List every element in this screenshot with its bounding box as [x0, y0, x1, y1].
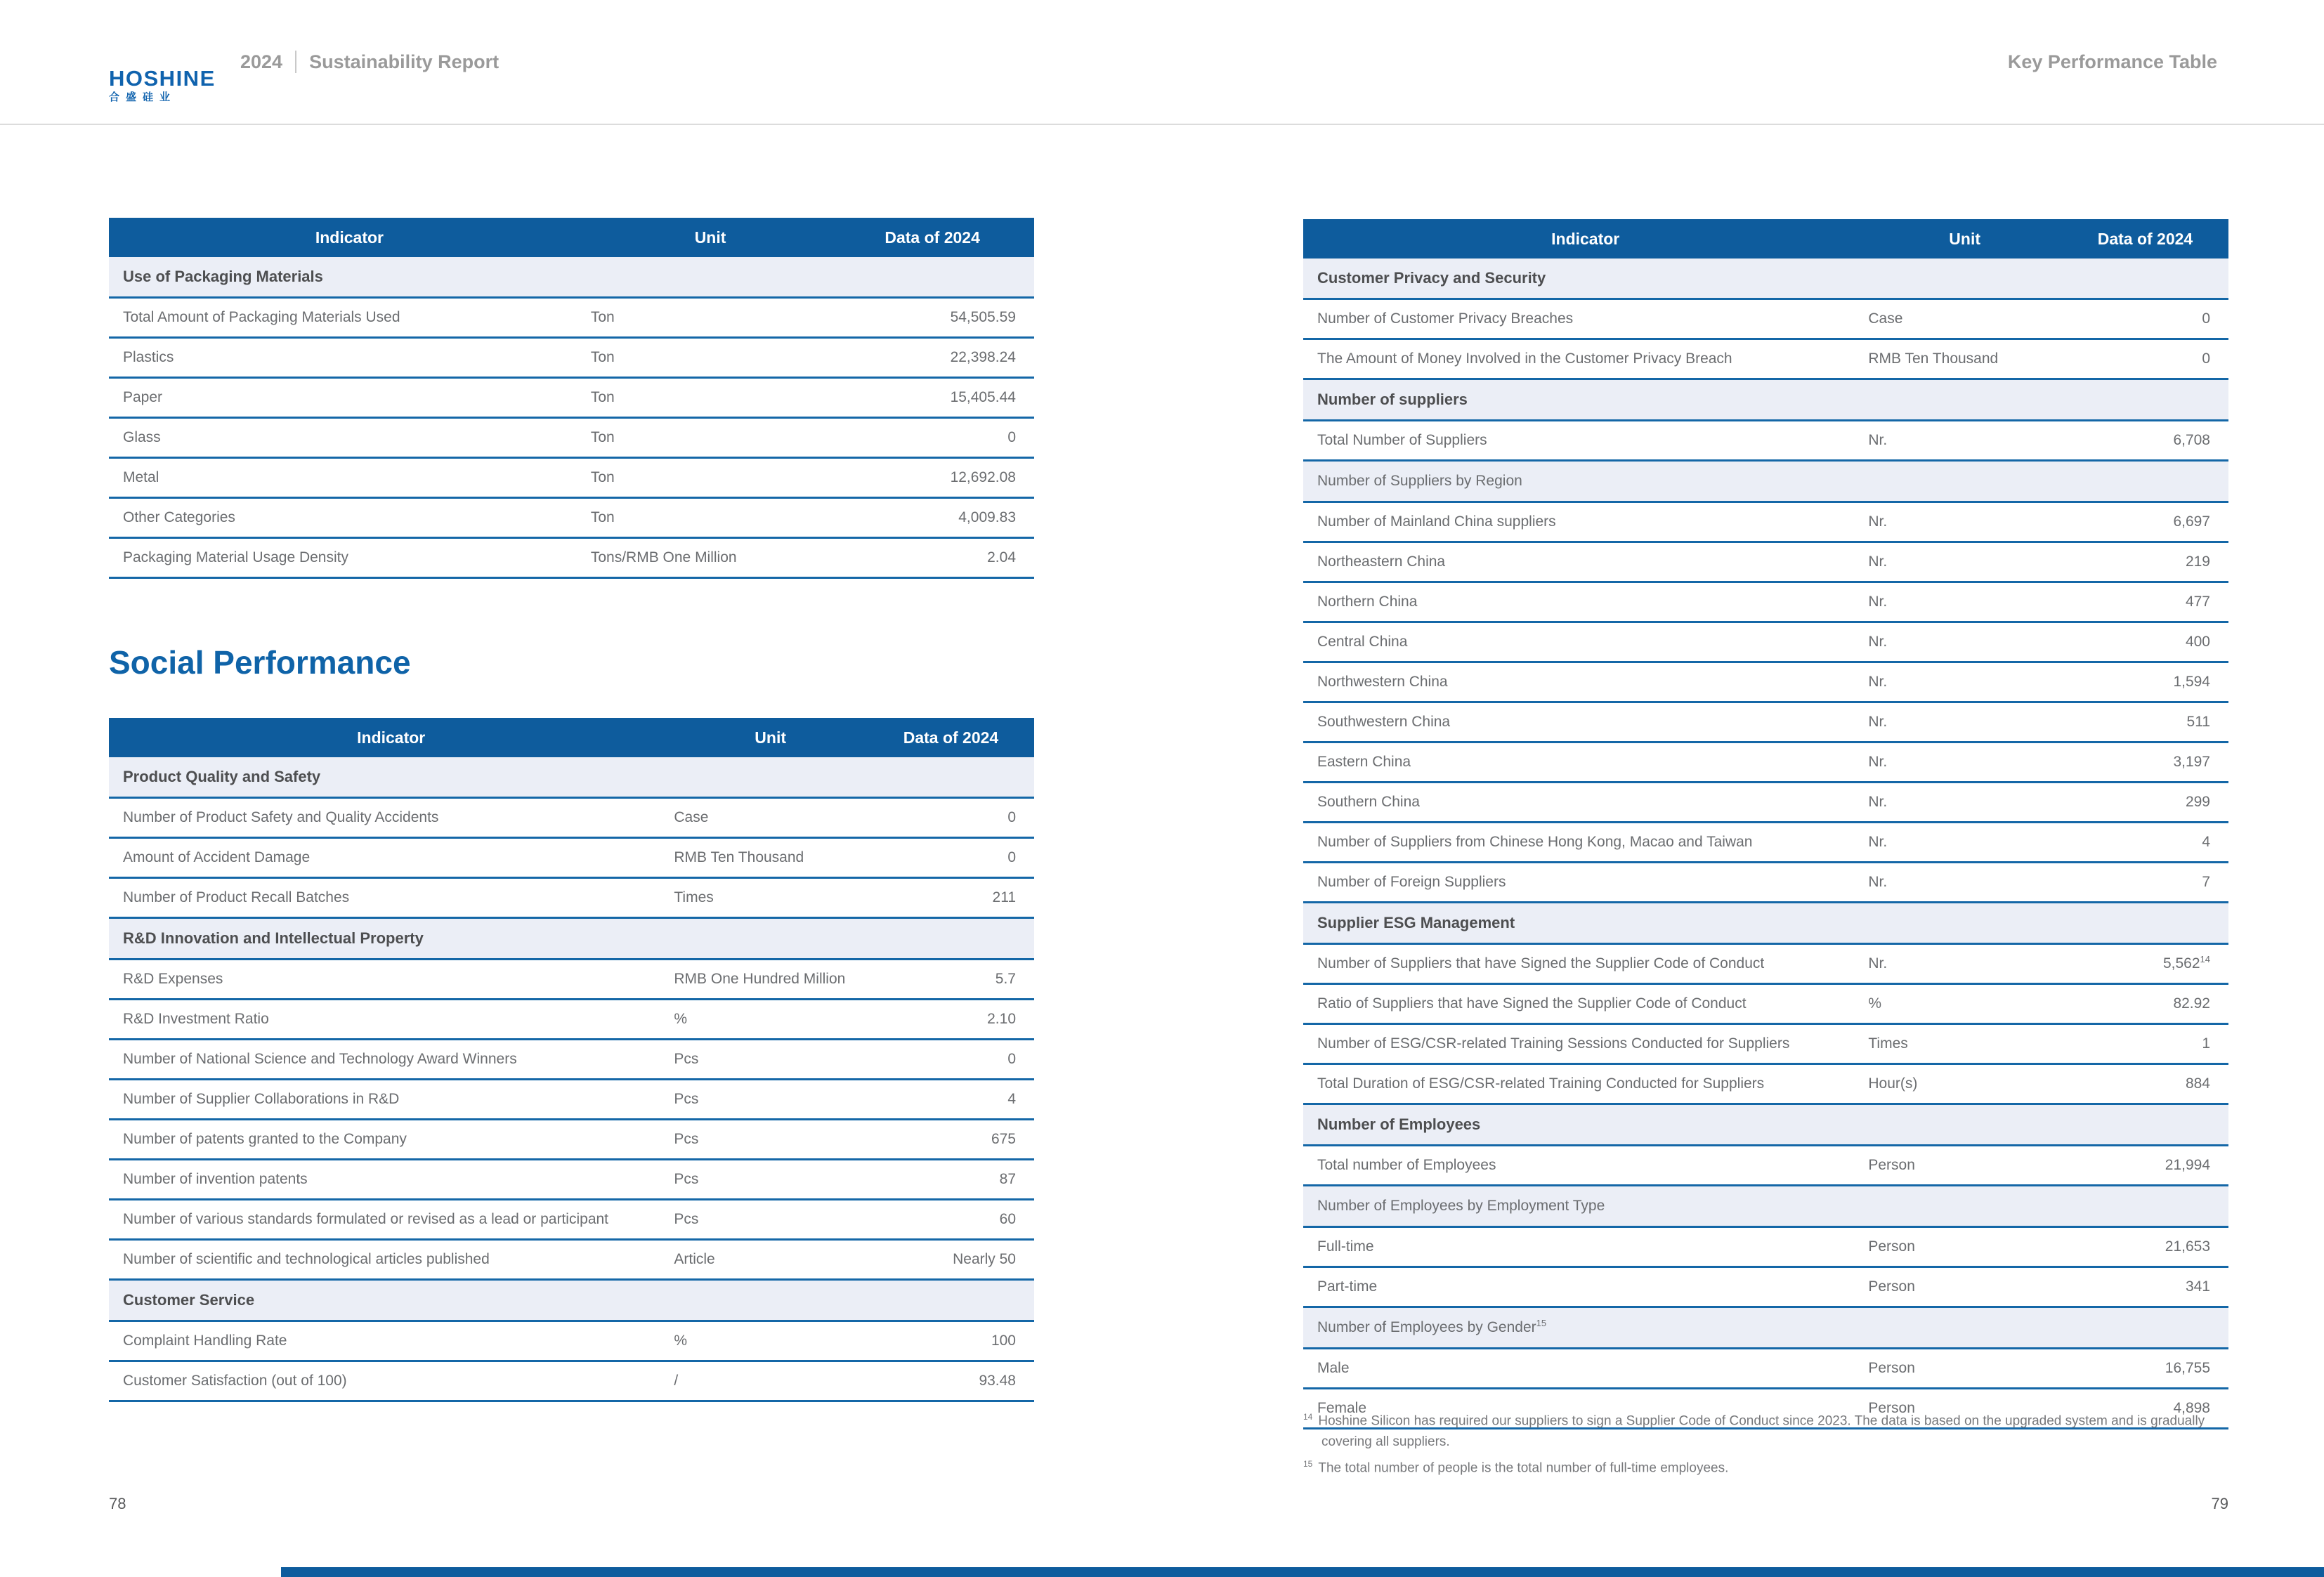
table-row [109, 1321, 1034, 1361]
indicator-cell: Number of National Science and Technology Award Winners [109, 1040, 673, 1080]
table-row [109, 960, 1034, 1000]
unit-cell: % [1867, 984, 2062, 1024]
unit-cell: Pcs [673, 1160, 868, 1200]
unit-cell: Person [1867, 1267, 2062, 1307]
table-row [109, 418, 1034, 458]
value-cell: 22,398.24 [830, 338, 1034, 378]
section-row [1303, 1104, 2228, 1146]
column-header: Indicator [109, 218, 590, 257]
section-label: Number of Employees [1303, 1104, 2228, 1146]
value-cell: 299 [2062, 783, 2228, 823]
indicator-cell: Other Categories [109, 498, 590, 538]
section-row [1303, 379, 2228, 421]
indicator-cell: Number of various standards formulated or revised as a lead or participant [109, 1200, 673, 1240]
table-row [109, 298, 1034, 338]
indicator-cell: Ratio of Suppliers that have Signed the Supplier Code of Conduct [1303, 984, 1867, 1024]
table-row [109, 798, 1034, 838]
social-performance-heading: Social Performance [109, 644, 411, 681]
value-cell: 60 [868, 1200, 1034, 1240]
table-row [1303, 1064, 2228, 1104]
indicator-cell: The Amount of Money Involved in the Customer Privacy Breach [1303, 339, 1867, 379]
unit-cell: Ton [590, 378, 830, 418]
section-label: Customer Privacy and Security [1303, 259, 2228, 299]
unit-cell: % [673, 1000, 868, 1040]
unit-cell: Nr. [1867, 823, 2062, 863]
table-row [1303, 502, 2228, 542]
table-row [1303, 1267, 2228, 1307]
header-section-title: Key Performance Table [2007, 51, 2217, 72]
table-row [1303, 622, 2228, 662]
unit-cell: Tons/RMB One Million [590, 538, 830, 578]
table-row [1303, 944, 2228, 984]
unit-cell: Person [1867, 1349, 2062, 1389]
unit-cell: Case [673, 798, 868, 838]
indicator-cell: Customer Satisfaction (out of 100) [109, 1361, 673, 1401]
indicator-cell: Packaging Material Usage Density [109, 538, 590, 578]
column-header: Data of 2024 [2062, 219, 2228, 259]
value-cell: 400 [2062, 622, 2228, 662]
value-cell: 4 [2062, 823, 2228, 863]
value-cell: 1 [2062, 1024, 2228, 1064]
column-header: Indicator [1303, 219, 1867, 259]
section-label: Customer Service [109, 1280, 1034, 1321]
table-row [1303, 1146, 2228, 1186]
unit-cell: Ton [590, 418, 830, 458]
unit-cell: Ton [590, 458, 830, 498]
indicator-cell: Total Duration of ESG/CSR-related Training Conducted for Suppliers [1303, 1064, 1867, 1104]
value-cell: 4,898 [2062, 1389, 2228, 1429]
table-row [1303, 339, 2228, 379]
table-row [109, 1080, 1034, 1120]
logo-chinese-name: 合盛硅业 [109, 91, 177, 103]
value-cell: 341 [2062, 1267, 2228, 1307]
section-label: Supplier ESG Management [1303, 903, 2228, 944]
unit-cell: Pcs [673, 1040, 868, 1080]
value-cell: 100 [868, 1321, 1034, 1361]
indicator-cell: R&D Expenses [109, 960, 673, 1000]
value-cell: 16,755 [2062, 1349, 2228, 1389]
subsection-label: Number of Employees by Gender$^{15}$ [1303, 1307, 2228, 1349]
value-cell: 211 [868, 878, 1034, 918]
footnote-text: The total number of people is the total number of full-time employees. [1318, 1460, 1729, 1476]
value-cell: 2.10 [868, 1000, 1034, 1040]
indicator-cell: Number of patents granted to the Company [109, 1120, 673, 1160]
section-row [1303, 259, 2228, 299]
value-cell: 0 [2062, 299, 2228, 339]
indicator-cell: Southern China [1303, 783, 1867, 823]
subsection-label: Number of Suppliers by Region [1303, 461, 2228, 502]
unit-cell: / [673, 1361, 868, 1401]
table-row [109, 1120, 1034, 1160]
column-header: Data of 2024 [830, 218, 1034, 257]
unit-cell: Person [1867, 1389, 2062, 1429]
table-header-row [109, 218, 1034, 257]
header-divider [295, 51, 296, 73]
indicator-cell: Full-time [1303, 1227, 1867, 1267]
table-row [109, 1200, 1034, 1240]
table-row [109, 538, 1034, 578]
table-row [1303, 582, 2228, 622]
section-label: R&D Innovation and Intellectual Property [109, 918, 1034, 960]
unit-cell: Nr. [1867, 662, 2062, 702]
indicator-cell: Number of ESG/CSR-related Training Sessions Conducted for Suppliers [1303, 1024, 1867, 1064]
page-number-right: 79 [2211, 1495, 2228, 1512]
table-row [109, 838, 1034, 878]
unit-cell: % [673, 1321, 868, 1361]
table-row [109, 498, 1034, 538]
unit-cell: Times [1867, 1024, 2062, 1064]
value-cell: 675 [868, 1120, 1034, 1160]
value-cell: 0 [868, 1040, 1034, 1080]
subsection-row [1303, 1186, 2228, 1227]
indicator-cell: Northwestern China [1303, 662, 1867, 702]
unit-cell: RMB Ten Thousand [673, 838, 868, 878]
unit-cell: Ton [590, 498, 830, 538]
subsection-row [1303, 1307, 2228, 1349]
indicator-cell: Northern China [1303, 582, 1867, 622]
indicator-cell: Number of Product Safety and Quality Accidents [109, 798, 673, 838]
table-row [109, 338, 1034, 378]
unit-cell: Ton [590, 338, 830, 378]
unit-cell: Nr. [1867, 702, 2062, 742]
indicator-cell: Number of invention patents [109, 1160, 673, 1200]
indicator-cell: Central China [1303, 622, 1867, 662]
table-row [109, 1160, 1034, 1200]
table-row [109, 1040, 1034, 1080]
suppliers-employees-table [1303, 219, 2228, 1429]
value-cell: 0 [868, 798, 1034, 838]
value-cell: Nearly 50 [868, 1240, 1034, 1280]
value-cell: 4,009.83 [830, 498, 1034, 538]
indicator-cell: Total Amount of Packaging Materials Used [109, 298, 590, 338]
value-cell: 21,653 [2062, 1227, 2228, 1267]
footnote-ref: 14 [2200, 954, 2210, 964]
value-cell: 0 [830, 418, 1034, 458]
section-label: Product Quality and Safety [109, 757, 1034, 798]
indicator-cell: Number of Supplier Collaborations in R&D [109, 1080, 673, 1120]
value-cell: 82.92 [2062, 984, 2228, 1024]
column-header: Unit [1867, 219, 2062, 259]
unit-cell: Article [673, 1240, 868, 1280]
table-row [1303, 662, 2228, 702]
indicator-cell: Female [1303, 1389, 1867, 1429]
header-left-group [240, 0, 499, 124]
indicator-cell: Number of Foreign Suppliers [1303, 863, 1867, 903]
indicator-cell: Metal [109, 458, 590, 498]
social-performance-table [109, 718, 1034, 1402]
unit-cell: RMB One Hundred Million [673, 960, 868, 1000]
unit-cell: RMB Ten Thousand [1867, 339, 2062, 379]
value-cell: 12,692.08 [830, 458, 1034, 498]
header-right-group [2008, 0, 2217, 124]
value-cell: 0 [2062, 339, 2228, 379]
indicator-cell: Paper [109, 378, 590, 418]
value-cell: 87 [868, 1160, 1034, 1200]
table-row [1303, 702, 2228, 742]
section-row [109, 1280, 1034, 1321]
table-row [1303, 1227, 2228, 1267]
footnote-text: Hoshine Silicon has required our suppliers to sign a Supplier Code of Conduct since 2023. The data is based on the upgraded system and is gradually covering all suppliers. [1318, 1413, 2205, 1449]
value-cell: 15,405.44 [830, 378, 1034, 418]
table-row [109, 1000, 1034, 1040]
indicator-cell: Total Number of Suppliers [1303, 421, 1867, 461]
indicator-cell: Number of Suppliers from Chinese Hong Kong, Macao and Taiwan [1303, 823, 1867, 863]
value-cell: 884 [2062, 1064, 2228, 1104]
table-row [1303, 299, 2228, 339]
unit-cell: Nr. [1867, 742, 2062, 783]
indicator-cell: Northeastern China [1303, 542, 1867, 582]
value-cell: 3,197 [2062, 742, 2228, 783]
table-row [1303, 1349, 2228, 1389]
unit-cell: Person [1867, 1227, 2062, 1267]
value-cell: 93.48 [868, 1361, 1034, 1401]
footnote [1303, 1458, 2241, 1479]
section-label: Use of Packaging Materials [109, 257, 1034, 298]
table-row [1303, 421, 2228, 461]
section-row [109, 757, 1034, 798]
value-cell: 5,562$^{14}$ [2062, 944, 2228, 984]
column-header: Data of 2024 [868, 718, 1034, 757]
value-cell: 54,505.59 [830, 298, 1034, 338]
indicator-cell: Total number of Employees [1303, 1146, 1867, 1186]
value-cell: 2.04 [830, 538, 1034, 578]
column-header: Unit [590, 218, 830, 257]
unit-cell: Times [673, 878, 868, 918]
unit-cell: Ton [590, 298, 830, 338]
header-report-title: Sustainability Report [309, 51, 500, 72]
table-row [109, 1361, 1034, 1401]
table-row [109, 458, 1034, 498]
value-cell: 21,994 [2062, 1146, 2228, 1186]
table-row [1303, 823, 2228, 863]
indicator-cell: Number of Mainland China suppliers [1303, 502, 1867, 542]
value-cell: 4 [868, 1080, 1034, 1120]
value-cell: 7 [2062, 863, 2228, 903]
value-cell: 1,594 [2062, 662, 2228, 702]
unit-cell: Nr. [1867, 622, 2062, 662]
indicator-cell: R&D Investment Ratio [109, 1000, 673, 1040]
page-number-left: 78 [109, 1495, 126, 1512]
indicator-cell: Amount of Accident Damage [109, 838, 673, 878]
unit-cell: Nr. [1867, 944, 2062, 984]
subsection-label: Number of Employees by Employment Type [1303, 1186, 2228, 1227]
footer-accent-bar [281, 1567, 2324, 1577]
value-cell: 5.7 [868, 960, 1034, 1000]
section-row [1303, 903, 2228, 944]
unit-cell: Nr. [1867, 863, 2062, 903]
footnotes [1303, 1411, 2241, 1484]
header-year: 2024 [240, 51, 283, 72]
section-label: Number of suppliers [1303, 379, 2228, 421]
unit-cell: Nr. [1867, 421, 2062, 461]
unit-cell: Nr. [1867, 542, 2062, 582]
indicator-cell: Part-time [1303, 1267, 1867, 1307]
value-cell: 6,708 [2062, 421, 2228, 461]
table-row [1303, 742, 2228, 783]
unit-cell: Pcs [673, 1120, 868, 1160]
footnote-marker: 14 [1303, 1412, 1313, 1422]
subsection-row [1303, 461, 2228, 502]
unit-cell: Nr. [1867, 502, 2062, 542]
table-row [1303, 984, 2228, 1024]
table-header-row [109, 718, 1034, 757]
table-row [109, 878, 1034, 918]
indicator-cell: Male [1303, 1349, 1867, 1389]
unit-cell: Nr. [1867, 582, 2062, 622]
logo-wordmark: HOSHINE [109, 66, 216, 91]
hoshine-logo [109, 67, 216, 103]
indicator-cell: Number of Customer Privacy Breaches [1303, 299, 1867, 339]
value-cell: 219 [2062, 542, 2228, 582]
indicator-cell: Glass [109, 418, 590, 458]
page-header [0, 0, 2324, 125]
table-row [109, 378, 1034, 418]
column-header: Indicator [109, 718, 673, 757]
footnote [1303, 1411, 2241, 1452]
indicator-cell: Eastern China [1303, 742, 1867, 783]
value-cell: 6,697 [2062, 502, 2228, 542]
value-cell: 0 [868, 838, 1034, 878]
indicator-cell: Complaint Handling Rate [109, 1321, 673, 1361]
indicator-cell: Number of Product Recall Batches [109, 878, 673, 918]
unit-cell: Pcs [673, 1200, 868, 1240]
table-header-row [1303, 219, 2228, 259]
table-row [1303, 783, 2228, 823]
indicator-cell: Number of scientific and technological articles published [109, 1240, 673, 1280]
indicator-cell: Plastics [109, 338, 590, 378]
table-row [109, 1240, 1034, 1280]
table-row [1303, 1024, 2228, 1064]
unit-cell: Hour(s) [1867, 1064, 2062, 1104]
footnote-ref: 15 [1536, 1318, 1547, 1328]
column-header: Unit [673, 718, 868, 757]
value-cell: 477 [2062, 582, 2228, 622]
indicator-cell: Number of Suppliers that have Signed the Supplier Code of Conduct [1303, 944, 1867, 984]
packaging-materials-table [109, 218, 1034, 579]
section-row [109, 918, 1034, 960]
value-cell: 511 [2062, 702, 2228, 742]
unit-cell: Pcs [673, 1080, 868, 1120]
unit-cell: Person [1867, 1146, 2062, 1186]
indicator-cell: Southwestern China [1303, 702, 1867, 742]
table-row [1303, 863, 2228, 903]
footnote-marker: 15 [1303, 1459, 1313, 1470]
unit-cell: Case [1867, 299, 2062, 339]
section-row [109, 257, 1034, 298]
table-row [1303, 542, 2228, 582]
unit-cell: Nr. [1867, 783, 2062, 823]
